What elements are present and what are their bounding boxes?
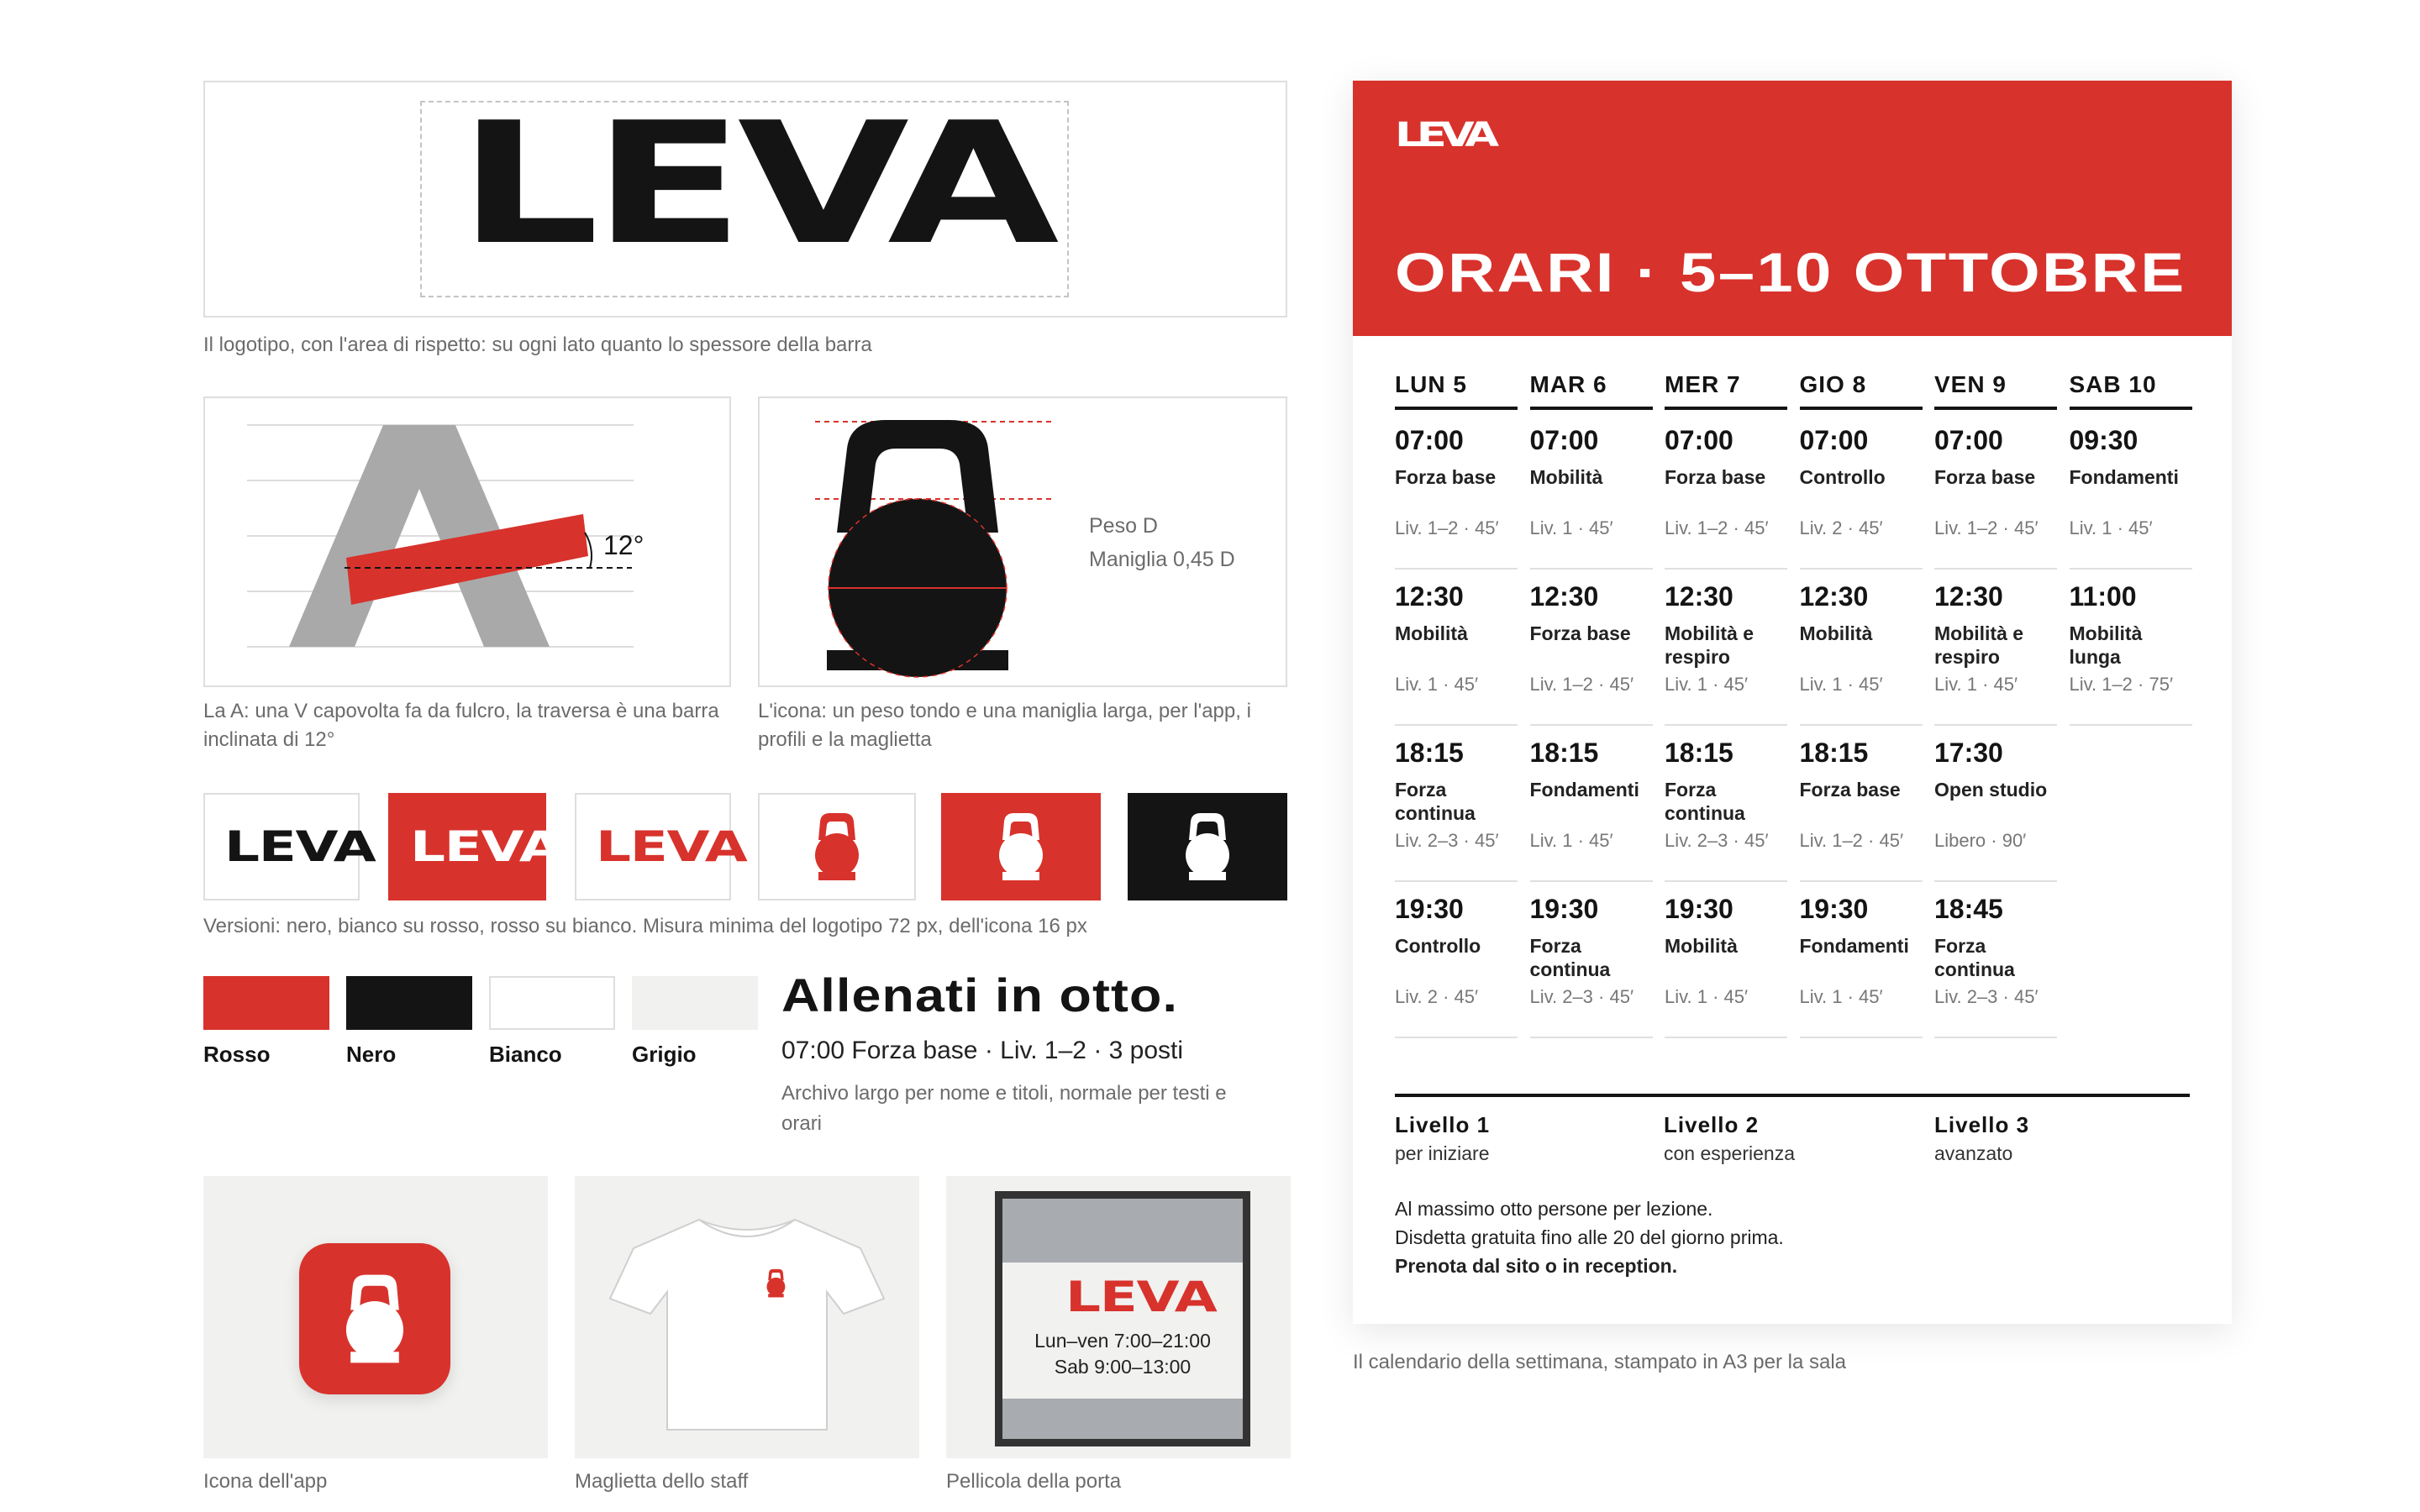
day-name: SAB 10 [2070, 366, 2192, 410]
icon-version-on-red [941, 793, 1101, 900]
class-slot [1800, 726, 1923, 882]
class-name: Open studio [1934, 779, 2048, 801]
calendar-caption: Il calendario della settimana, stampato in A3 per la sala [1353, 1351, 1847, 1373]
a-construction-panel [203, 396, 731, 687]
swatch-label-nero: Nero [346, 1042, 397, 1067]
class-level: Liv. 1–2 · 45′ [1395, 517, 1499, 538]
version-white-on-red [388, 793, 561, 900]
class-slot [1800, 413, 1923, 570]
class-time: 12:30 [1799, 581, 1869, 612]
calendar-header [1353, 81, 2232, 336]
class-time: 12:30 [1934, 581, 2003, 612]
calendar-note-cancellation: Disdetta gratuita fino alle 20 del giorno prima. [1395, 1226, 1784, 1248]
version-logo-white: LEVA [409, 822, 561, 871]
class-level: Liv. 1 · 45′ [1934, 674, 2018, 695]
day-name: MAR 6 [1530, 366, 1653, 410]
class-name: Mobilità [1529, 466, 1603, 488]
class-time: 18:15 [1799, 738, 1869, 768]
door-hours-weekday: Lun–ven 7:00–21:00 [1034, 1330, 1211, 1352]
class-level: Liv. 1 · 45′ [1395, 674, 1479, 695]
door-caption: Pellicola della porta [946, 1470, 1122, 1493]
day-name: VEN 9 [1934, 366, 2057, 410]
class-name: Forza base [1529, 622, 1631, 644]
swatch-rosso [203, 976, 329, 1030]
class-level: Liv. 2 · 45′ [1395, 986, 1479, 1007]
class-slot [2070, 570, 2192, 726]
calendar-poster [1353, 81, 2232, 1324]
icon-construction-panel [758, 396, 1287, 687]
class-slot [1395, 726, 1518, 882]
class-name: Forza continua [1934, 935, 2015, 980]
class-name: Forza continua [1529, 935, 1611, 980]
class-name: Fondamenti [2069, 466, 2179, 488]
class-level: Liv. 2–3 · 45′ [1529, 986, 1634, 1007]
hero-logo-text: LEVA [458, 87, 1053, 282]
swatch-bianco [489, 976, 615, 1030]
class-slot [1665, 570, 1787, 726]
class-time: 12:30 [1665, 581, 1733, 612]
handle-label: Maniglia 0,45 D [1089, 548, 1235, 571]
class-level: Liv. 1 · 45′ [1529, 517, 1613, 538]
class-name: Forza base [1665, 466, 1766, 488]
class-level: Liv. 1–2 · 45′ [1799, 830, 1904, 851]
class-level: Liv. 1–2 · 45′ [1665, 517, 1769, 538]
class-level: Liv. 2–3 · 45′ [1395, 830, 1499, 851]
level-2-title: Livello 2 [1664, 1112, 1760, 1137]
app-icon-tile [203, 1176, 548, 1458]
hero-logo [458, 87, 1053, 282]
class-slot [1934, 882, 2057, 1038]
tshirt-caption: Maglietta dello staff [575, 1470, 749, 1493]
swatch-nero [346, 976, 472, 1030]
class-time: 18:15 [1395, 738, 1464, 768]
swatch-label-rosso: Rosso [203, 1042, 271, 1067]
class-slot [1665, 726, 1787, 882]
class-time: 07:00 [1799, 425, 1869, 455]
day-name: MER 7 [1665, 366, 1787, 410]
logo-caption: Il logotipo, con l'area di rispetto: su ogni lato quanto lo spessore della barra [203, 333, 872, 356]
day-column [1934, 366, 2057, 1007]
class-slot [1665, 882, 1787, 1038]
class-time: 12:30 [1529, 581, 1599, 612]
level-1-desc: per iniziare [1395, 1142, 1490, 1164]
class-slot [1530, 726, 1653, 882]
class-level: Liv. 1–2 · 75′ [2069, 674, 2174, 695]
door-logo: LEVA [1065, 1273, 1217, 1321]
class-time: 18:15 [1665, 738, 1733, 768]
type-note: Archivo largo per nome e titoli, normale per testi e orari [781, 1082, 1227, 1135]
a-caption: La A: una V capovolta fa da fulcro, la traversa è una barra inclinata di 12° [203, 700, 719, 751]
day-column [1529, 366, 1653, 1007]
icon-caption: L'icona: un peso tondo e una maniglia larga, per l'app, i profili e la maglietta [758, 700, 1251, 751]
class-level: Liv. 1 · 45′ [1529, 830, 1613, 851]
kettlebell-icon [810, 811, 864, 882]
day-column [1665, 366, 1787, 1007]
day-name: LUN 5 [1395, 366, 1518, 410]
door-hours-saturday: Sab 9:00–13:00 [1054, 1356, 1192, 1378]
class-name: Fondamenti [1529, 779, 1639, 801]
door-panel [1002, 1263, 1243, 1399]
class-name: Forza base [1395, 466, 1497, 488]
class-name: Mobilità [1395, 622, 1468, 644]
class-time: 07:00 [1665, 425, 1733, 455]
class-level: Liv. 2–3 · 45′ [1934, 986, 2039, 1007]
class-level: Liv. 1 · 45′ [2069, 517, 2153, 538]
class-slot [1530, 882, 1653, 1038]
class-time: 19:30 [1395, 894, 1464, 924]
icon-version-on-black [1128, 793, 1287, 900]
class-level: Liv. 2–3 · 45′ [1665, 830, 1769, 851]
kettlebell-icon [994, 811, 1048, 882]
type-headline: Allenati in otto. [781, 969, 1178, 1021]
icon-version-red [758, 793, 916, 900]
class-time: 18:15 [1529, 738, 1599, 768]
day-column [2069, 366, 2192, 695]
version-black-on-white [203, 793, 376, 900]
app-icon-caption: Icona dell'app [203, 1470, 328, 1493]
class-time: 18:45 [1934, 894, 2003, 924]
class-name: Fondamenti [1799, 935, 1909, 957]
class-time: 12:30 [1395, 581, 1464, 612]
class-slot [1395, 413, 1518, 570]
class-slot [1934, 726, 2057, 882]
kettlebell-construction-figure [760, 398, 1286, 685]
class-slot [1665, 413, 1787, 570]
weight-label: Peso D [1089, 514, 1158, 538]
class-time: 09:30 [2069, 425, 2139, 455]
class-level: Liv. 1 · 45′ [1799, 674, 1883, 695]
tshirt-tile [575, 1176, 919, 1458]
class-time: 19:30 [1665, 894, 1733, 924]
class-name: Forza base [1934, 466, 2036, 488]
class-slot [1800, 882, 1923, 1038]
class-name: Forza base [1799, 779, 1901, 801]
type-sample: 07:00 Forza base · Liv. 1–2 · 3 posti [781, 1037, 1184, 1064]
calendar-note-capacity: Al massimo otto persone per lezione. [1395, 1198, 1713, 1220]
level-2-desc: con esperienza [1664, 1142, 1795, 1164]
level-3-title: Livello 3 [1934, 1112, 2030, 1137]
class-slot [2070, 413, 2192, 570]
class-name: Forza continua [1665, 779, 1745, 824]
class-level: Liv. 1 · 45′ [1665, 986, 1749, 1007]
app-icon [299, 1243, 450, 1394]
class-time: 07:00 [1529, 425, 1599, 455]
class-level: Liv. 2 · 45′ [1799, 517, 1883, 538]
class-level: Liv. 1–2 · 45′ [1529, 674, 1634, 695]
version-logo-black: LEVA [224, 822, 376, 871]
class-level: Liv. 1 · 45′ [1799, 986, 1883, 1007]
level-3-desc: avanzato [1934, 1142, 2013, 1164]
class-time: 07:00 [1934, 425, 2003, 455]
door-frame [995, 1191, 1250, 1446]
class-name: Mobilità [1799, 622, 1873, 644]
tshirt-icon [575, 1176, 919, 1458]
class-name: Mobilità lunga [2069, 622, 2143, 668]
level-1-title: Livello 1 [1395, 1112, 1491, 1137]
day-column [1799, 366, 1923, 1007]
class-level: Liv. 1–2 · 45′ [1934, 517, 2039, 538]
class-time: 17:30 [1934, 738, 2003, 768]
class-name: Mobilità e respiro [1665, 622, 1754, 668]
swatch-grigio [632, 976, 758, 1030]
class-time: 07:00 [1395, 425, 1464, 455]
version-logo-red: LEVA [595, 822, 747, 871]
swatch-label-bianco: Bianco [489, 1042, 562, 1067]
day-name: GIO 8 [1800, 366, 1923, 410]
door-tile [946, 1176, 1291, 1458]
calendar-title: ORARI · 5–10 OTTOBRE [1395, 241, 2186, 303]
class-name: Mobilità e respiro [1934, 622, 2024, 668]
kettlebell-icon [1181, 811, 1234, 882]
class-level: Liv. 1 · 45′ [1665, 674, 1749, 695]
swatch-label-grigio: Grigio [632, 1042, 697, 1067]
class-name: Controllo [1395, 935, 1481, 957]
class-slot [1395, 570, 1518, 726]
class-name: Forza continua [1395, 779, 1476, 824]
class-slot [1530, 413, 1653, 570]
class-time: 11:00 [2069, 581, 2137, 612]
class-slot [1934, 570, 2057, 726]
a-construction-figure [205, 398, 729, 685]
calendar-logo: LEVA [1395, 116, 1493, 155]
class-time: 19:30 [1799, 894, 1869, 924]
class-slot [1395, 882, 1518, 1038]
day-column [1395, 366, 1518, 1007]
version-red-on-white [575, 793, 747, 900]
class-level: Libero · 90′ [1934, 830, 2027, 851]
class-time: 19:30 [1529, 894, 1599, 924]
class-slot [1530, 570, 1653, 726]
class-name: Controllo [1799, 466, 1886, 488]
versions-caption: Versioni: nero, bianco su rosso, rosso su bianco. Misura minima del logotipo 72 px, dell'icona 16 px [203, 915, 1087, 937]
class-name: Mobilità [1665, 935, 1738, 957]
class-slot [1934, 413, 2057, 570]
calendar-cta: Prenota dal sito o in reception. [1395, 1255, 1678, 1277]
kettlebell-icon [339, 1273, 410, 1365]
angle-label: 12° [603, 530, 644, 560]
calendar-divider [1395, 1094, 2190, 1097]
class-slot [1800, 570, 1923, 726]
